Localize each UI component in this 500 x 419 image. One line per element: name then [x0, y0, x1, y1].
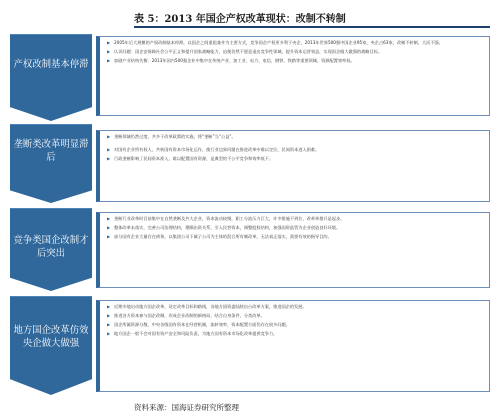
- section-panel: [96, 212, 490, 288]
- section-local-reform: [13, 296, 490, 396]
- arrow-icon: ▶: [107, 304, 111, 309]
- title-divider: [134, 26, 490, 28]
- arrow-icon: ▶: [107, 147, 111, 153]
- bullet-item: ▶ 近期多地启动地方国企改革，设定改革目标和路线，各地方国资委陆续出台改革方案，推进国企的发展。: [107, 304, 307, 309]
- section-label: 产权改制基本停滞: [13, 59, 89, 70]
- section-property-reform: [13, 34, 490, 120]
- bullet-item: ▶ 推进各方资本参与国企改制，形成企业改制的新格局，结合自身条件，分类改革。: [107, 313, 265, 319]
- bullet-item: ▶ 国企所属资源分散，中央各级国有资本在经营机制，流转效率，资本配置方面仍存在较多问题。: [107, 322, 290, 328]
- bullet-item: ▶ 垄断行业改革时目前集中在自然垄断及共大企业，资本流动较慢，职工分流压力巨大，许多措施不到位，改革举措只是起步。: [107, 216, 345, 221]
- bullet-item: ▶ 行政垄断影响了民间资本准入，难以配置国有资源，是典型的不公平竞争和效率低下。: [107, 156, 274, 162]
- arrow-icon: ▶: [107, 49, 111, 55]
- bullet-item: ▶ 对国有企业所有权人，共转国有资本市场化运作，使行业边界问题在推进改革中难以定位，民间资本进入困难。: [107, 147, 320, 153]
- arrow-icon: ▶: [107, 322, 111, 328]
- table-title: 表 5：2013 年国企产权改革现状：改制不转制: [134, 14, 346, 25]
- section-monopoly-reform: [13, 124, 490, 204]
- arrow-icon: ▶: [107, 134, 111, 139]
- section-panel: [96, 36, 490, 116]
- section-label: 竞争类国企改制才后突出: [13, 235, 89, 259]
- arrow-icon: ▶: [107, 216, 111, 221]
- bullet-item: ▶ 垄断领域仍然过度，共多于改革政策的实施，将“垄断”当“公益”。: [107, 134, 236, 139]
- bullet-item: ▶ 部分国有企业大量存在债务，以集团公司下属子公司为主体的混合所有制改革，无法真正落实，需要有效的指导目的。: [107, 234, 332, 240]
- bullet-item: ▶ 地方国企一般不会对国有资产安全和风险负责，为地方国有资本市场化改革提供竞争力。: [107, 331, 278, 337]
- section-competitive-reform: [13, 208, 490, 292]
- arrow-icon: ▶: [107, 331, 111, 337]
- arrow-icon: ▶: [107, 225, 111, 231]
- arrow-icon: ▶: [107, 313, 111, 319]
- section-panel: [96, 130, 490, 202]
- bullet-item: ▶ 加剧产业结构失衡：2013年国内500强企业中集中在传统产业、加工业、电力、电信、钢铁、铁路等重要领域，资源配置效率低。: [107, 58, 355, 64]
- bullet-item: ▶ 认识问题：国企安保障社会公平正义和提升国家战略能力，迫使仍然不愿意退出竞争性领域，提升资本运营效益，实现国企做大做强的战略目标。: [107, 49, 383, 55]
- arrow-icon: ▶: [107, 234, 111, 240]
- section-label: 地方国企改革仿效央企做大做强: [13, 325, 89, 349]
- section-chevron: [10, 34, 92, 121]
- arrow-icon: ▶: [107, 156, 111, 162]
- arrow-icon: ▶: [107, 58, 111, 64]
- source-note: 资料来源：国海证券研究所整理: [134, 403, 239, 412]
- section-label: 垄断类改革明显滞后: [13, 139, 89, 163]
- bullet-item: ▶ 整体改革未落实，完善公司治理结构，理顺出资关系，引入民营资本，调整股权结构，加强国资监管为企业创造良好环境。: [107, 225, 341, 231]
- arrow-icon: ▶: [107, 40, 111, 45]
- bullet-item: ▶ 2005年后大规模的产权改制基本停滞，以国企之间重组兼并为主要方式，竞争国企产权更多利于央企，2013年世界500强中国企业95家，央企占63家，改制不转制，大而不强。: [107, 40, 443, 45]
- section-panel: [96, 300, 490, 392]
